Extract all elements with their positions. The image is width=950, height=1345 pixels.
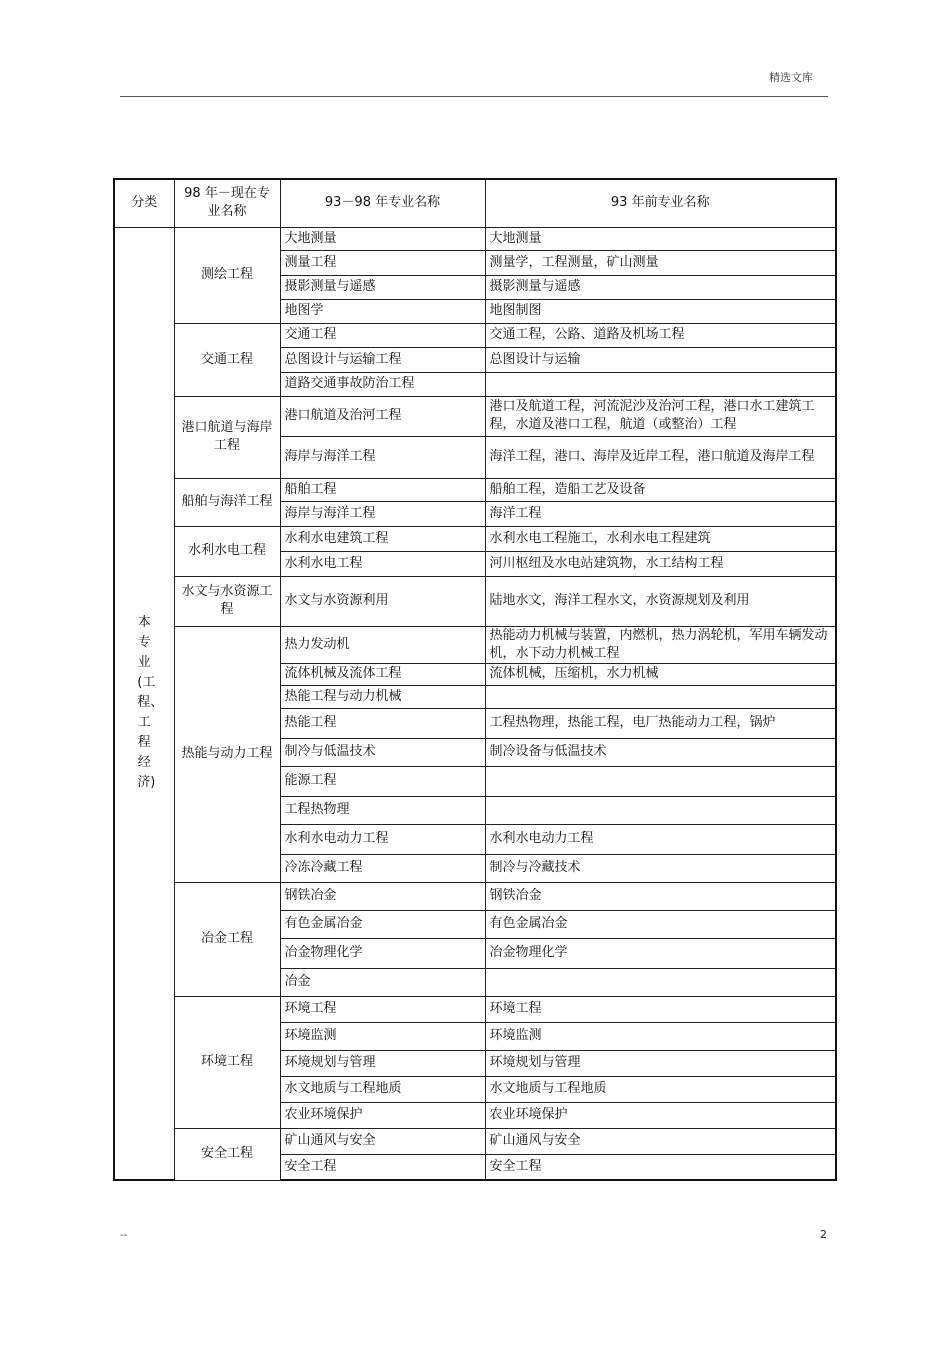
major-93-98-cell: 冶金 bbox=[280, 968, 485, 996]
major-93-98-cell: 交通工程 bbox=[280, 323, 485, 347]
major-93-98-cell: 海岸与海洋工程 bbox=[280, 436, 485, 478]
major-pre-93-cell: 摄影测量与遥感 bbox=[485, 275, 836, 299]
major-pre-93-cell: 交通工程，公路、道路及机场工程 bbox=[485, 323, 836, 347]
major-pre-93-cell: 钢铁冶金 bbox=[485, 882, 836, 910]
major-93-98-cell: 热力发动机 bbox=[280, 626, 485, 663]
major-pre-93-cell: 热能动力机械与装置，内燃机，热力涡轮机，军用车辆发动机，水下动力机械工程 bbox=[485, 626, 836, 663]
major-pre-93-cell: 环境规划与管理 bbox=[485, 1050, 836, 1076]
major-pre-93-cell: 大地测量 bbox=[485, 227, 836, 250]
major-93-98-cell: 热能工程 bbox=[280, 708, 485, 738]
major-93-98-cell: 工程热物理 bbox=[280, 796, 485, 824]
running-header: 精选文库 bbox=[769, 71, 813, 84]
header-divider bbox=[120, 96, 828, 97]
header-current-major: 98 年－现在专业名称 bbox=[174, 179, 280, 227]
major-93-98-cell: 热能工程与动力机械 bbox=[280, 685, 485, 708]
major-pre-93-cell: 工程热物理，热能工程，电厂热能动力工程，锅炉 bbox=[485, 708, 836, 738]
current-major-cell: 冶金工程 bbox=[174, 882, 280, 996]
major-93-98-cell: 水利水电工程 bbox=[280, 551, 485, 576]
table-header-row bbox=[114, 179, 836, 227]
major-pre-93-cell bbox=[485, 685, 836, 708]
major-pre-93-cell: 总图设计与运输 bbox=[485, 347, 836, 372]
major-93-98-cell: 摄影测量与遥感 bbox=[280, 275, 485, 299]
major-93-98-cell: 大地测量 bbox=[280, 227, 485, 250]
table-row bbox=[114, 1128, 836, 1154]
header-category: 分类 bbox=[114, 179, 174, 227]
major-93-98-cell: 有色金属冶金 bbox=[280, 910, 485, 938]
current-major-cell: 港口航道与海岸工程 bbox=[174, 396, 280, 478]
major-pre-93-cell: 陆地水文，海洋工程水文，水资源规划及利用 bbox=[485, 576, 836, 626]
major-pre-93-cell: 环境监测 bbox=[485, 1022, 836, 1050]
major-93-98-cell: 水文地质与工程地质 bbox=[280, 1076, 485, 1102]
table-row bbox=[114, 227, 836, 250]
major-pre-93-cell bbox=[485, 372, 836, 396]
page-number: 2 bbox=[820, 1228, 827, 1241]
table-row bbox=[114, 626, 836, 663]
major-pre-93-cell: 冶金物理化学 bbox=[485, 938, 836, 968]
major-pre-93-cell: 农业环境保护 bbox=[485, 1102, 836, 1128]
major-pre-93-cell bbox=[485, 796, 836, 824]
major-pre-93-cell: 有色金属冶金 bbox=[485, 910, 836, 938]
major-93-98-cell: 总图设计与运输工程 bbox=[280, 347, 485, 372]
current-major-cell: 船舶与海洋工程 bbox=[174, 478, 280, 526]
current-major-cell: 热能与动力工程 bbox=[174, 626, 280, 882]
major-93-98-cell: 能源工程 bbox=[280, 766, 485, 796]
table-row bbox=[114, 396, 836, 436]
major-93-98-cell: 矿山通风与安全 bbox=[280, 1128, 485, 1154]
major-pre-93-cell: 测量学，工程测量，矿山测量 bbox=[485, 250, 836, 275]
current-major-cell: 水利水电工程 bbox=[174, 526, 280, 576]
footer-marker: -- bbox=[120, 1230, 128, 1241]
major-pre-93-cell: 水利水电工程施工，水利水电工程建筑 bbox=[485, 526, 836, 551]
current-major-cell: 水文与水资源工程 bbox=[174, 576, 280, 626]
major-pre-93-cell bbox=[485, 766, 836, 796]
major-93-98-cell: 测量工程 bbox=[280, 250, 485, 275]
major-pre-93-cell: 制冷设备与低温技术 bbox=[485, 738, 836, 766]
major-pre-93-cell: 船舶工程，造船工艺及设备 bbox=[485, 478, 836, 501]
major-93-98-cell: 地图学 bbox=[280, 299, 485, 323]
category-label: 本专业(工程、工程经济) bbox=[137, 615, 164, 791]
table-row bbox=[114, 882, 836, 910]
major-93-98-cell: 环境工程 bbox=[280, 996, 485, 1022]
category-cell bbox=[114, 227, 174, 1180]
major-93-98-cell: 道路交通事故防治工程 bbox=[280, 372, 485, 396]
table-row bbox=[114, 323, 836, 347]
major-pre-93-cell: 矿山通风与安全 bbox=[485, 1128, 836, 1154]
major-93-98-cell: 冶金物理化学 bbox=[280, 938, 485, 968]
major-93-98-cell: 农业环境保护 bbox=[280, 1102, 485, 1128]
major-93-98-cell: 制冷与低温技术 bbox=[280, 738, 485, 766]
major-pre-93-cell: 水利水电动力工程 bbox=[485, 824, 836, 854]
current-major-cell: 交通工程 bbox=[174, 323, 280, 396]
current-major-cell: 安全工程 bbox=[174, 1128, 280, 1180]
major-93-98-cell: 海岸与海洋工程 bbox=[280, 501, 485, 526]
major-pre-93-cell: 环境工程 bbox=[485, 996, 836, 1022]
major-pre-93-cell: 地图制图 bbox=[485, 299, 836, 323]
major-pre-93-cell: 制冷与冷藏技术 bbox=[485, 854, 836, 882]
major-93-98-cell: 流体机械及流体工程 bbox=[280, 663, 485, 685]
major-93-98-cell: 水利水电建筑工程 bbox=[280, 526, 485, 551]
major-93-98-cell: 水利水电动力工程 bbox=[280, 824, 485, 854]
major-93-98-cell: 钢铁冶金 bbox=[280, 882, 485, 910]
major-93-98-cell: 水文与水资源利用 bbox=[280, 576, 485, 626]
major-pre-93-cell: 安全工程 bbox=[485, 1154, 836, 1180]
major-93-98-cell: 环境监测 bbox=[280, 1022, 485, 1050]
current-major-cell: 环境工程 bbox=[174, 996, 280, 1128]
major-pre-93-cell: 流体机械，压缩机，水力机械 bbox=[485, 663, 836, 685]
major-pre-93-cell: 海洋工程，港口、海岸及近岸工程，港口航道及海岸工程 bbox=[485, 436, 836, 478]
major-93-98-cell: 港口航道及治河工程 bbox=[280, 396, 485, 436]
current-major-cell: 测绘工程 bbox=[174, 227, 280, 323]
major-93-98-cell: 冷冻冷藏工程 bbox=[280, 854, 485, 882]
major-pre-93-cell: 港口及航道工程，河流泥沙及治河工程，港口水工建筑工程，水道及港口工程，航道（或整治）工程 bbox=[485, 396, 836, 436]
major-pre-93-cell: 水文地质与工程地质 bbox=[485, 1076, 836, 1102]
header-pre-93-major: 93 年前专业名称 bbox=[485, 179, 836, 227]
table-row bbox=[114, 478, 836, 501]
major-pre-93-cell: 海洋工程 bbox=[485, 501, 836, 526]
table-row bbox=[114, 996, 836, 1022]
major-pre-93-cell: 河川枢纽及水电站建筑物，水工结构工程 bbox=[485, 551, 836, 576]
major-93-98-cell: 船舶工程 bbox=[280, 478, 485, 501]
major-mapping-table bbox=[113, 178, 837, 1181]
major-pre-93-cell bbox=[485, 968, 836, 996]
table-row bbox=[114, 576, 836, 626]
major-93-98-cell: 环境规划与管理 bbox=[280, 1050, 485, 1076]
major-93-98-cell: 安全工程 bbox=[280, 1154, 485, 1180]
table-row bbox=[114, 526, 836, 551]
header-93-98-major: 93－98 年专业名称 bbox=[280, 179, 485, 227]
